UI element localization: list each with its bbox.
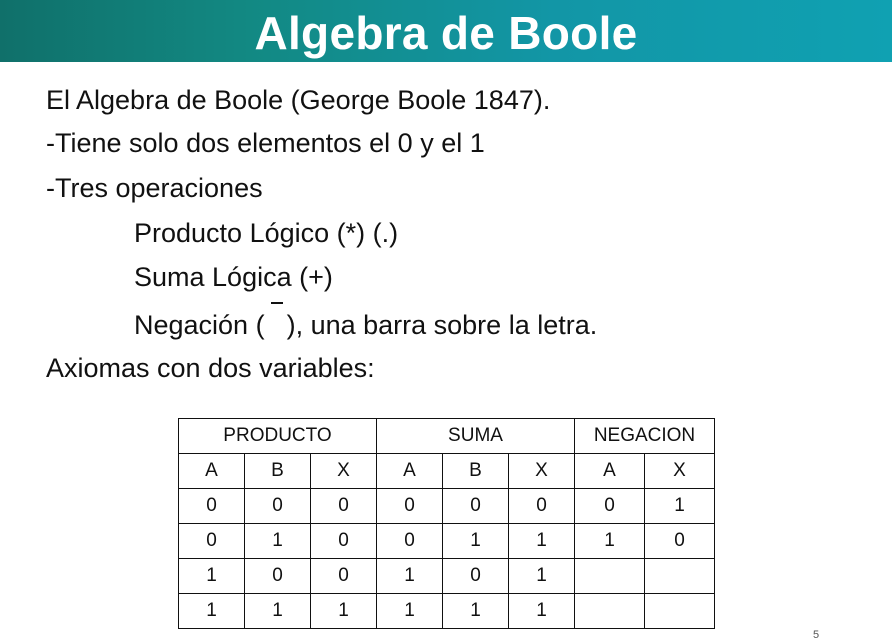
group-header-product: PRODUCTO xyxy=(179,419,377,454)
table-cell: 1 xyxy=(311,594,377,629)
negation-suffix: ), una barra sobre la letra. xyxy=(286,310,598,340)
slide-title: Algebra de Boole xyxy=(254,7,638,59)
table-cell: 1 xyxy=(245,594,311,629)
column-header: B xyxy=(443,454,509,489)
table-row xyxy=(179,594,715,629)
column-header: X xyxy=(645,454,715,489)
table-cell: 0 xyxy=(311,524,377,559)
operation-negation xyxy=(134,309,597,341)
table-row xyxy=(179,559,715,594)
table-cell: 0 xyxy=(645,524,715,559)
column-header: B xyxy=(245,454,311,489)
column-header: A xyxy=(575,454,645,489)
table-cell: 1 xyxy=(509,524,575,559)
table-cell: 1 xyxy=(443,524,509,559)
overbar-symbol xyxy=(265,314,287,334)
column-header: A xyxy=(377,454,443,489)
table-cell: 0 xyxy=(245,559,311,594)
table-cell: 0 xyxy=(179,524,245,559)
column-header-row xyxy=(179,454,715,489)
table-cell: 1 xyxy=(645,489,715,524)
table-cell: 0 xyxy=(179,489,245,524)
table-row xyxy=(179,489,715,524)
elements-line: -Tiene solo dos elementos el 0 y el 1 xyxy=(46,128,485,158)
page-number: 5 xyxy=(813,629,820,641)
group-header-sum: SUMA xyxy=(377,419,575,454)
operations-heading: -Tres operaciones xyxy=(46,173,263,203)
negation-prefix: Negación ( xyxy=(134,310,265,340)
column-header: X xyxy=(311,454,377,489)
group-header-negation: NEGACION xyxy=(575,419,715,454)
column-header: X xyxy=(509,454,575,489)
table-cell: 0 xyxy=(443,489,509,524)
table-cell: 1 xyxy=(245,524,311,559)
table-cell: 0 xyxy=(377,524,443,559)
table-cell xyxy=(645,594,715,629)
group-header-row xyxy=(179,419,715,454)
table-cell: 1 xyxy=(509,559,575,594)
table-row xyxy=(179,524,715,559)
table-cell: 0 xyxy=(509,489,575,524)
table-cell: 1 xyxy=(443,594,509,629)
table-cell: 1 xyxy=(575,524,645,559)
table-cell xyxy=(645,559,715,594)
column-header: A xyxy=(179,454,245,489)
table-cell: 1 xyxy=(377,594,443,629)
operation-sum: Suma Lógica (+) xyxy=(134,262,333,292)
table-cell: 1 xyxy=(179,559,245,594)
table-cell: 1 xyxy=(509,594,575,629)
table-cell: 1 xyxy=(377,559,443,594)
table-cell: 0 xyxy=(245,489,311,524)
table-cell: 0 xyxy=(377,489,443,524)
table-cell: 0 xyxy=(575,489,645,524)
table-cell xyxy=(575,594,645,629)
table-cell: 0 xyxy=(311,489,377,524)
table-cell: 1 xyxy=(179,594,245,629)
table-cell: 0 xyxy=(311,559,377,594)
truth-table xyxy=(178,418,715,629)
intro-line: El Algebra de Boole (George Boole 1847). xyxy=(46,85,551,115)
operation-product: Producto Lógico (*) (.) xyxy=(134,218,399,248)
table-cell xyxy=(575,559,645,594)
table-cell: 0 xyxy=(443,559,509,594)
axioms-line: Axiomas con dos variables: xyxy=(46,353,375,383)
